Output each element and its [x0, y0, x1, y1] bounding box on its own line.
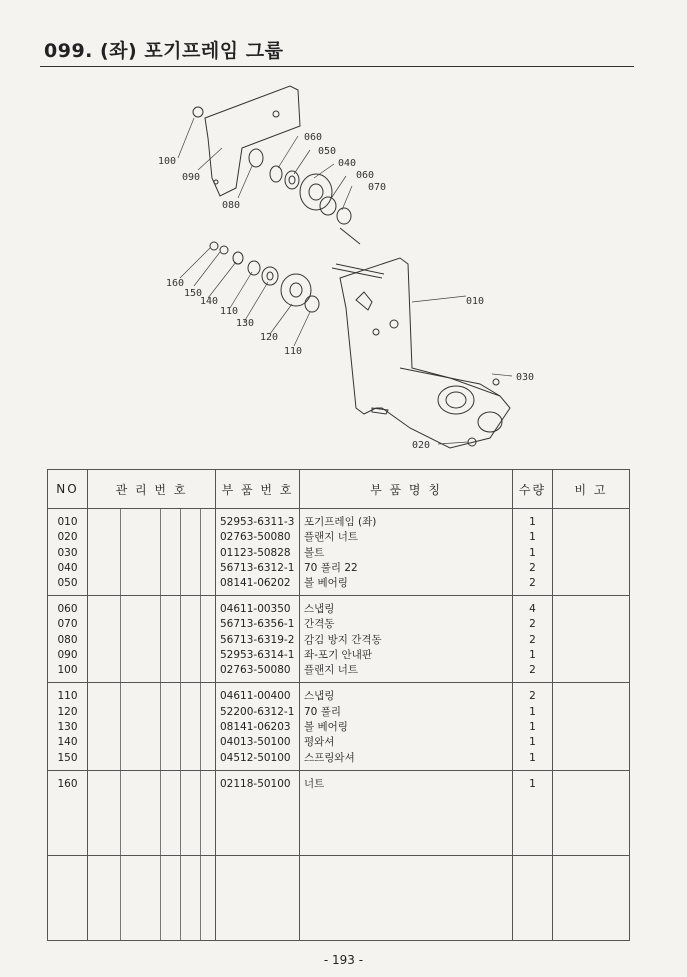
- management-subdivider: [180, 771, 181, 855]
- name-cell: [300, 855, 513, 940]
- management-subdivider: [200, 509, 201, 595]
- part-no-cell: [216, 509, 300, 596]
- callout-090: 090: [182, 172, 201, 183]
- page-title: 099. (좌) 포기프레임 그룹: [44, 40, 284, 62]
- row-part-no: 52953-6314-1: [220, 649, 295, 662]
- row-part-no: 02118-50100: [220, 777, 291, 790]
- row-qty: 1: [529, 751, 536, 764]
- part-no-cell: [216, 855, 300, 940]
- row-qty: 1: [529, 720, 536, 733]
- row-qty: 2: [529, 633, 536, 646]
- exploded-parts-diagram: [150, 78, 550, 458]
- row-no: 130: [57, 720, 78, 733]
- row-part-no: 56713-6356-1: [220, 618, 295, 631]
- row-qty: 1: [529, 516, 536, 528]
- table-group-row: [48, 770, 630, 855]
- qty-cell: [513, 855, 553, 940]
- row-no: 100: [57, 664, 78, 677]
- part-no-cell: [216, 683, 300, 770]
- header-remarks: 비 고: [553, 470, 630, 509]
- row-name: 70 풀리 22: [304, 561, 358, 574]
- row-no: 020: [57, 531, 78, 544]
- parts-table: [47, 469, 630, 941]
- name-cell: [300, 770, 513, 855]
- callout-140: 140: [200, 296, 219, 307]
- row-qty: 1: [529, 736, 536, 749]
- row-part-no: 04512-50100: [220, 751, 291, 764]
- management-subdivider: [180, 596, 181, 682]
- management-cell: [88, 770, 216, 855]
- row-no: 140: [57, 736, 78, 749]
- callout-010: 010: [466, 296, 485, 307]
- row-part-no: 08141-06203: [220, 720, 291, 733]
- callout-050: 050: [318, 146, 337, 157]
- row-no: 040: [57, 561, 78, 574]
- row-qty: 1: [529, 546, 536, 559]
- header-qty: 수량: [513, 470, 553, 509]
- row-no: 160: [57, 777, 78, 790]
- name-cell: [300, 596, 513, 683]
- row-part-no: 08141-06202: [220, 577, 291, 590]
- remarks-cell: [553, 509, 630, 596]
- header-part-no: 부 품 번 호: [216, 470, 300, 509]
- name-cell: [300, 683, 513, 770]
- row-name: 스냅링: [304, 690, 335, 703]
- management-subdivider: [160, 596, 161, 682]
- row-no: 080: [57, 633, 78, 646]
- management-subdivider: [200, 683, 201, 769]
- row-part-no: 01123-50828: [220, 546, 291, 559]
- callout-040: 040: [338, 158, 357, 169]
- callout-110-b: 110: [284, 346, 303, 357]
- management-subdivider: [200, 856, 201, 940]
- row-qty: 2: [529, 690, 536, 703]
- row-name: 플랜지 너트: [304, 664, 359, 677]
- row-name: 너트: [304, 777, 325, 790]
- callout-060-a: 060: [304, 132, 323, 143]
- callout-020: 020: [412, 440, 431, 451]
- row-qty: 2: [529, 561, 536, 574]
- qty-cell: [513, 770, 553, 855]
- row-qty: 1: [529, 705, 536, 718]
- callout-080: 080: [222, 200, 241, 211]
- row-no: 120: [57, 705, 78, 718]
- management-subdivider: [160, 509, 161, 595]
- no-cell: [48, 855, 88, 940]
- management-subdivider: [120, 509, 121, 595]
- row-part-no: 52953-6311-3: [220, 516, 295, 528]
- callout-030: 030: [516, 372, 535, 383]
- page-number: - 193 -: [323, 953, 364, 967]
- row-no: 030: [57, 546, 78, 559]
- management-cell: [88, 509, 216, 596]
- row-no: 060: [57, 603, 78, 616]
- header-part-name: 부 품 명 칭: [300, 470, 513, 509]
- remarks-cell: [553, 596, 630, 683]
- row-qty: 1: [529, 531, 536, 544]
- remarks-cell: [553, 770, 630, 855]
- row-no: 010: [57, 516, 78, 528]
- row-name: 좌-포기 안내판: [304, 649, 372, 662]
- diagram-svg: [150, 78, 550, 458]
- row-qty: 1: [529, 777, 536, 790]
- title-rule: [40, 66, 634, 67]
- callout-130: 130: [236, 318, 255, 329]
- management-subdivider: [200, 771, 201, 855]
- header-management: 관 리 번 호: [88, 470, 216, 509]
- management-subdivider: [200, 596, 201, 682]
- row-name: 스냅링: [304, 603, 335, 616]
- row-name: 포기프레임 (좌): [304, 516, 377, 528]
- row-qty: 4: [529, 603, 536, 616]
- row-name: 간격동: [304, 618, 335, 631]
- row-qty: 2: [529, 618, 536, 631]
- table-group-row: [48, 855, 630, 940]
- remarks-cell: [553, 855, 630, 940]
- row-name: 스프링와셔: [304, 751, 355, 764]
- row-part-no: 52200-6312-1: [220, 705, 295, 718]
- callout-110-a: 110: [220, 306, 239, 317]
- row-qty: 1: [529, 649, 536, 662]
- management-subdivider: [180, 856, 181, 940]
- management-subdivider: [160, 683, 161, 769]
- management-subdivider: [120, 596, 121, 682]
- row-qty: 2: [529, 664, 536, 677]
- management-subdivider: [160, 771, 161, 855]
- row-part-no: 04611-00350: [220, 603, 291, 616]
- no-cell: [48, 770, 88, 855]
- remarks-cell: [553, 683, 630, 770]
- row-qty: 2: [529, 577, 536, 590]
- callout-100: 100: [158, 156, 177, 167]
- row-name: 볼 베어링: [304, 577, 348, 590]
- row-name: 감김 방지 간격동: [304, 633, 382, 646]
- row-name: 플랜지 너트: [304, 531, 359, 544]
- row-no: 090: [57, 649, 78, 662]
- no-cell: [48, 683, 88, 770]
- callout-150: 150: [184, 288, 203, 299]
- row-name: 평와셔: [304, 736, 335, 749]
- row-no: 150: [57, 751, 78, 764]
- part-no-cell: [216, 770, 300, 855]
- management-subdivider: [180, 509, 181, 595]
- management-subdivider: [160, 856, 161, 940]
- row-no: 070: [57, 618, 78, 631]
- row-name: 볼트: [304, 546, 325, 559]
- callout-060-b: 060: [356, 170, 375, 181]
- table-group-row: [48, 596, 630, 683]
- table-group-row: [48, 683, 630, 770]
- table-group-row: [48, 509, 630, 596]
- management-cell: [88, 683, 216, 770]
- row-part-no: 02763-50080: [220, 531, 291, 544]
- row-name: 볼 베어링: [304, 720, 348, 733]
- management-cell: [88, 596, 216, 683]
- management-subdivider: [120, 856, 121, 940]
- qty-cell: [513, 596, 553, 683]
- no-cell: [48, 509, 88, 596]
- row-part-no: 04013-50100: [220, 736, 291, 749]
- qty-cell: [513, 683, 553, 770]
- management-subdivider: [120, 683, 121, 769]
- part-no-cell: [216, 596, 300, 683]
- main-frame-shape: [340, 258, 510, 448]
- row-no: 050: [57, 577, 78, 590]
- row-part-no: 04611-00400: [220, 690, 291, 703]
- callout-120: 120: [260, 332, 279, 343]
- table-header-row: [48, 470, 630, 509]
- callout-070: 070: [368, 182, 387, 193]
- management-subdivider: [120, 771, 121, 855]
- guide-plate-shape: [205, 86, 300, 196]
- row-part-no: 02763-50080: [220, 664, 291, 677]
- callout-160: 160: [166, 278, 185, 289]
- row-no: 110: [57, 690, 78, 703]
- header-no: NO: [48, 470, 88, 509]
- management-cell: [88, 855, 216, 940]
- row-part-no: 56713-6312-1: [220, 561, 295, 574]
- management-subdivider: [180, 683, 181, 769]
- row-name: 70 풀리: [304, 705, 341, 718]
- qty-cell: [513, 509, 553, 596]
- name-cell: [300, 509, 513, 596]
- no-cell: [48, 596, 88, 683]
- row-part-no: 56713-6319-2: [220, 633, 295, 646]
